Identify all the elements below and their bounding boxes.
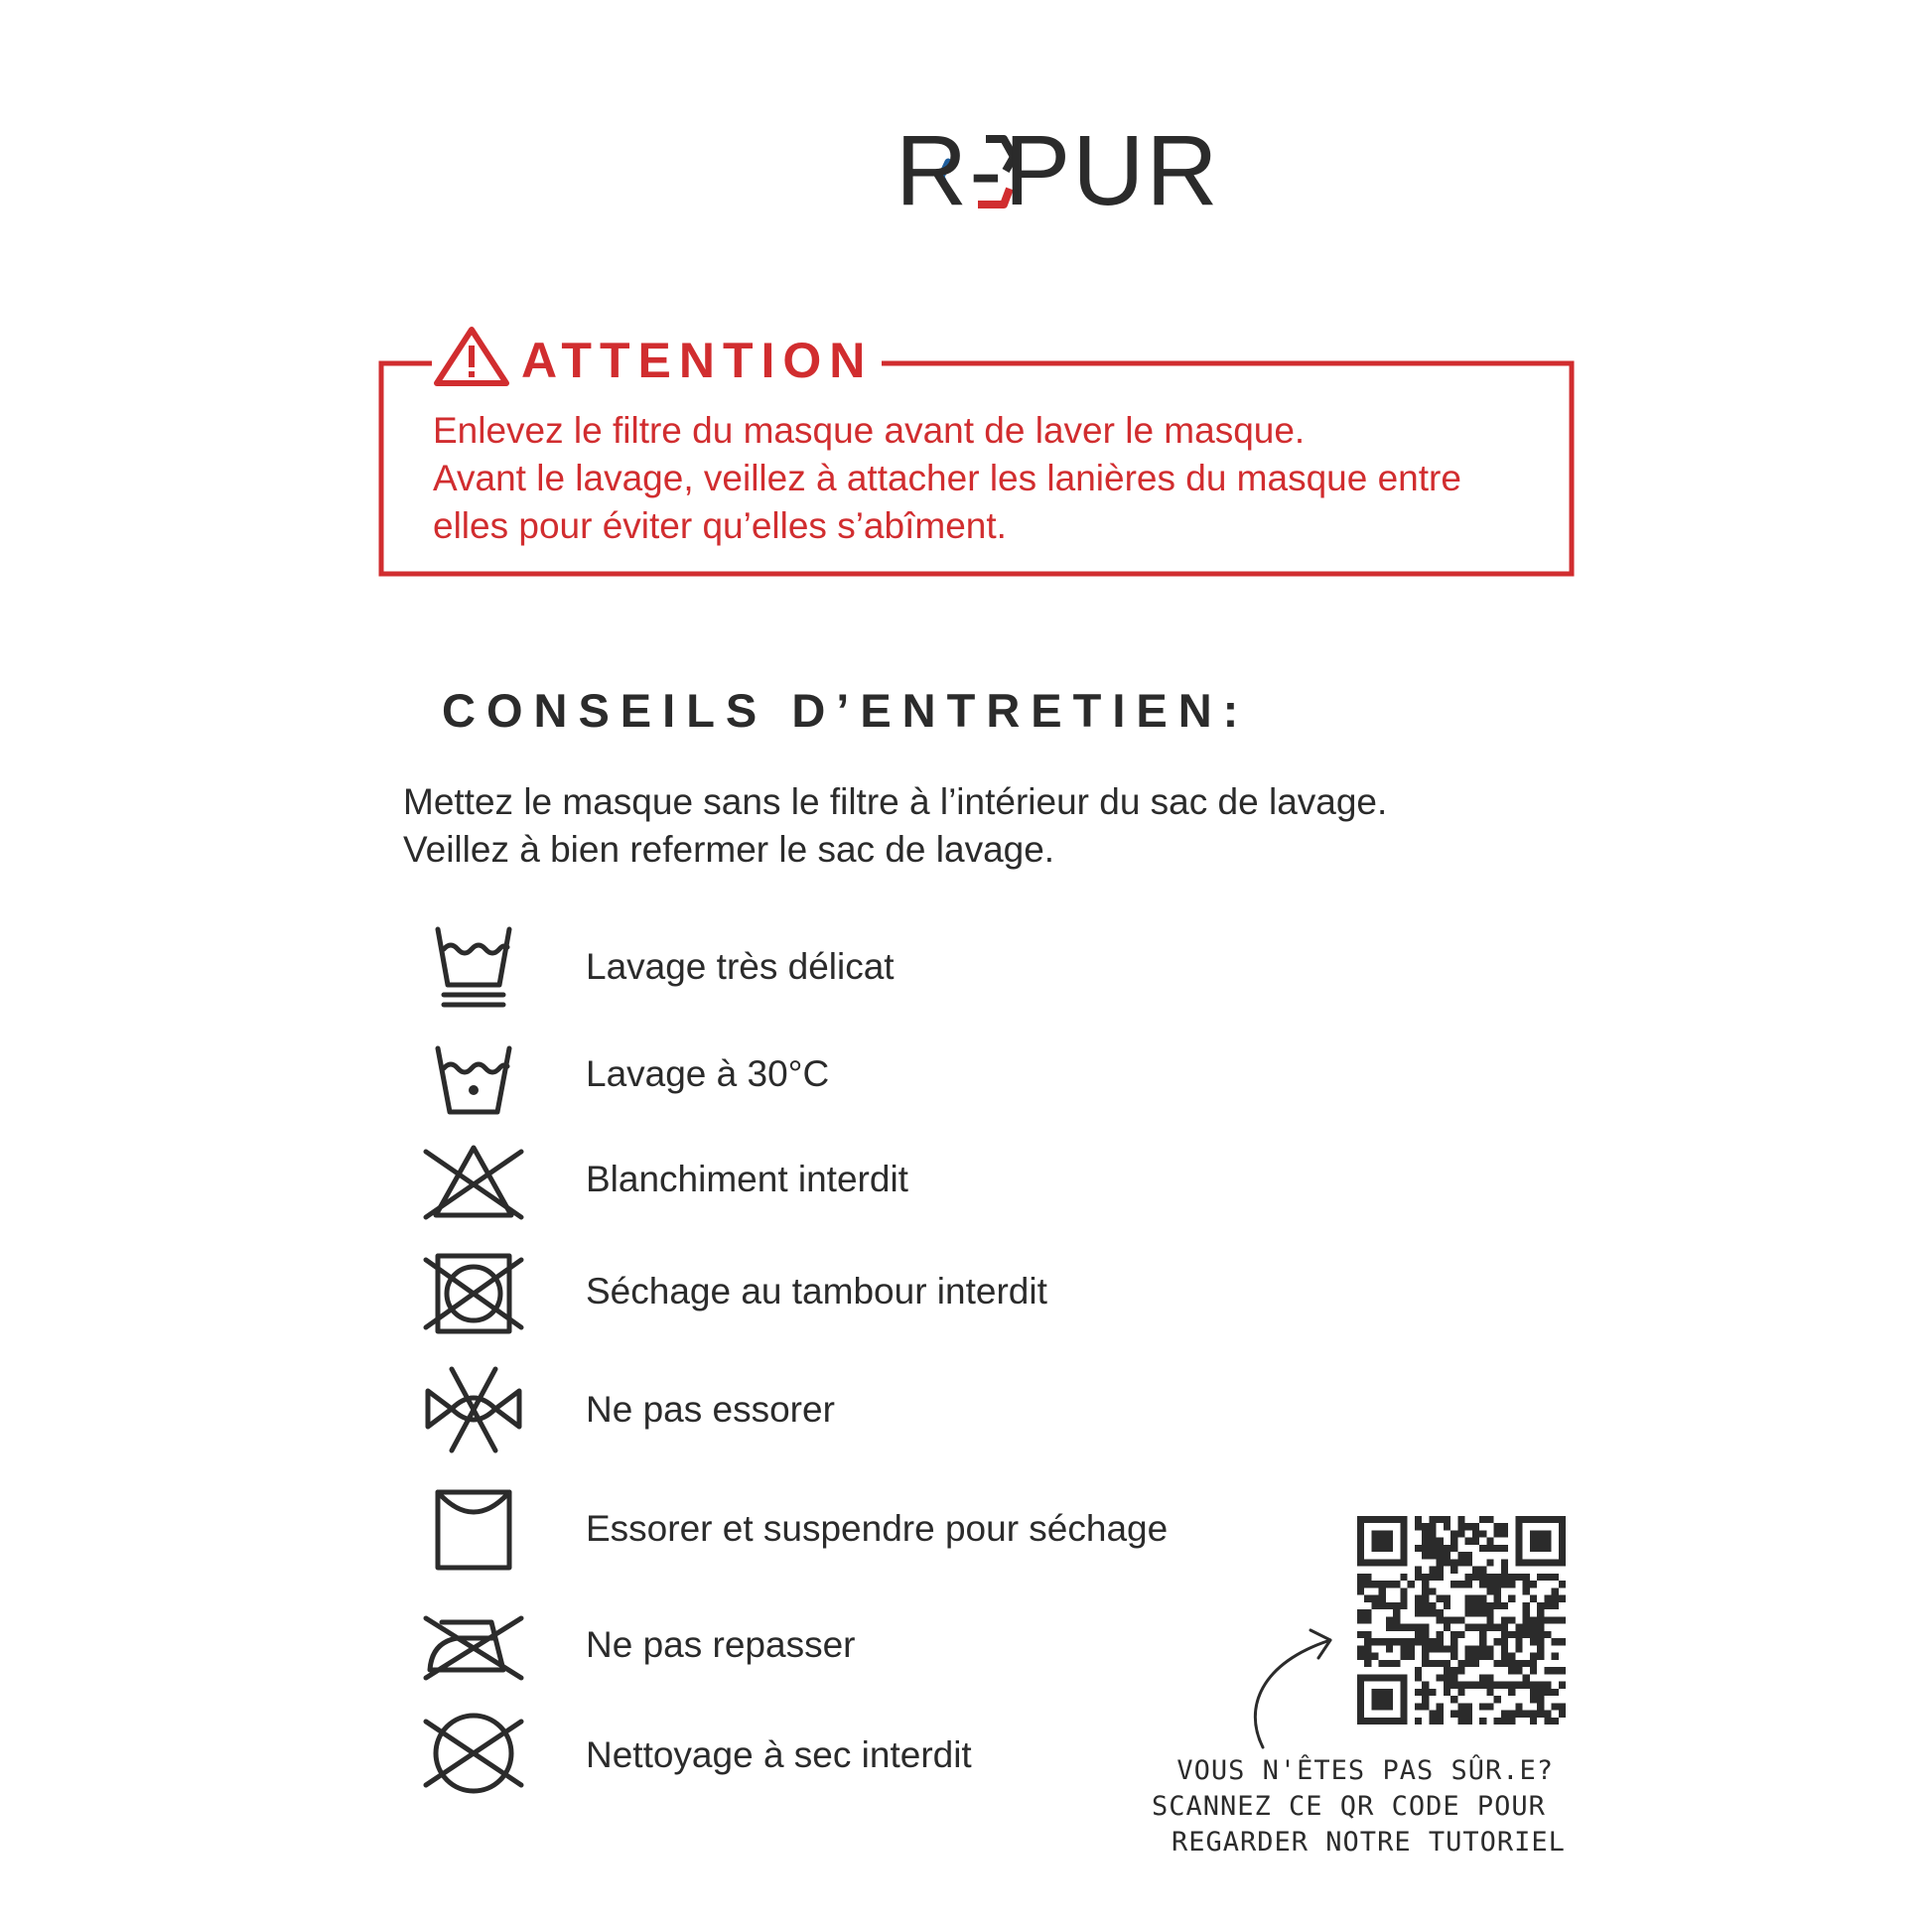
qr-caption-line-3: REGARDER NOTRE TUTORIEL bbox=[1172, 1827, 1566, 1858]
warning-triangle-icon bbox=[433, 326, 510, 387]
warning-line-2: Avant le lavage, veillez à attacher les lanières du masque entre bbox=[433, 458, 1461, 498]
warning-line-1: Enlevez le filtre du masque avant de laver le masque. bbox=[433, 410, 1306, 451]
qr-caption-line-2: SCANNEZ CE QR CODE POUR bbox=[1152, 1791, 1546, 1822]
care-item-label: Lavage très délicat bbox=[586, 946, 895, 987]
delicate-wash-icon bbox=[422, 921, 525, 1013]
care-item-label: Ne pas repasser bbox=[586, 1624, 856, 1665]
no-iron-icon bbox=[422, 1600, 525, 1692]
qr-caption-line-1: VOUS N'ÊTES PAS SÛR.E? bbox=[1176, 1755, 1554, 1786]
no-wring-icon bbox=[422, 1363, 525, 1454]
no-bleach-icon bbox=[422, 1138, 525, 1229]
line-dry-icon bbox=[422, 1484, 525, 1576]
care-item-label: Essorer et suspendre pour séchage bbox=[586, 1508, 1169, 1549]
care-item-label: Ne pas essorer bbox=[586, 1389, 835, 1430]
warning-title: ATTENTION bbox=[521, 333, 874, 388]
care-intro-line-1: Mettez le masque sans le filtre à l’intérieur du sac de lavage. bbox=[403, 781, 1388, 822]
care-intro-line-2: Veillez à bien refermer le sac de lavage. bbox=[403, 829, 1055, 870]
care-item-label: Lavage à 30°C bbox=[586, 1053, 830, 1094]
care-item-label: Nettoyage à sec interdit bbox=[586, 1734, 972, 1775]
brand-name: R-PUR bbox=[896, 115, 1220, 226]
no-tumble-dry-icon bbox=[422, 1248, 525, 1339]
wash-30-icon bbox=[422, 1035, 525, 1126]
warning-line-3: elles pour éviter qu’elles s’abîment. bbox=[433, 505, 1007, 546]
no-dry-clean-icon bbox=[422, 1708, 525, 1799]
care-title: CONSEILS D’ENTRETIEN: bbox=[442, 684, 1250, 737]
curved-arrow-icon bbox=[1241, 1618, 1340, 1767]
qr-code-icon[interactable] bbox=[1357, 1516, 1566, 1725]
care-item-label: Séchage au tambour interdit bbox=[586, 1271, 1047, 1311]
care-item-label: Blanchiment interdit bbox=[586, 1159, 908, 1199]
